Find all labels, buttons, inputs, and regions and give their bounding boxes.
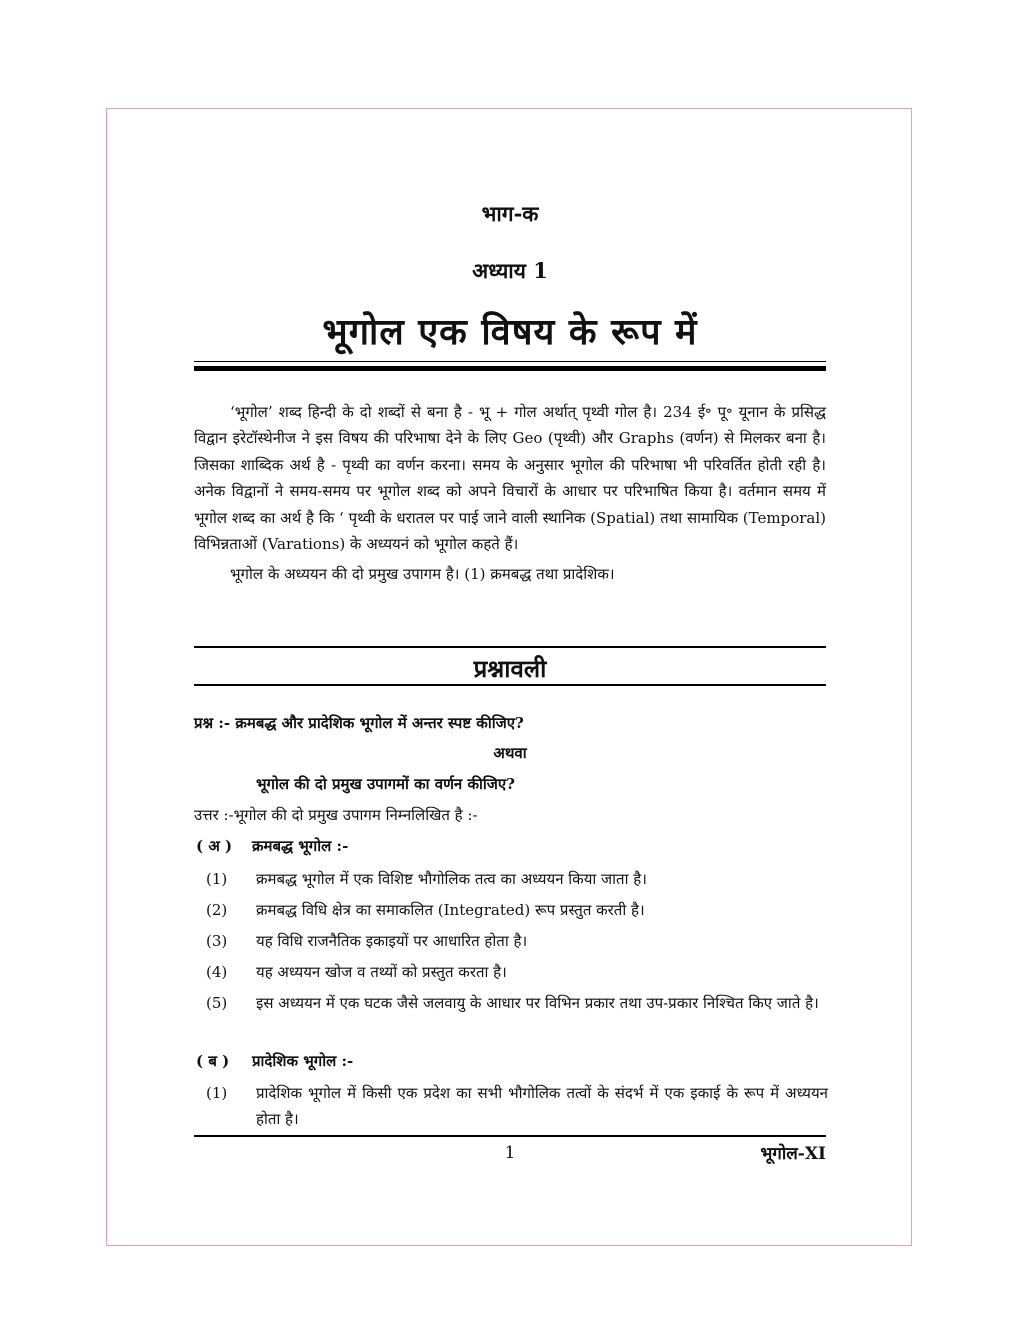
exercise-bottom-rule <box>194 684 826 686</box>
list-item <box>196 866 828 892</box>
list-item-number: (3) <box>206 932 228 950</box>
footer-rule <box>194 1135 826 1137</box>
or-label: अथवा <box>493 744 527 762</box>
section-b-heading <box>196 1048 353 1074</box>
intro-paragraph-approaches: भूगोल के अध्ययन की दो प्रमुख उपागम है। (1) क्रमबद्ध तथा प्रादेशिक। <box>230 565 615 584</box>
section-a-marker: ( अ ) <box>196 837 233 855</box>
chapter-title: भूगोल एक विषय के रूप में <box>322 311 698 353</box>
answer-intro: उत्तर :-भूगोल की दो प्रमुख उपागम निम्नलिखित है :- <box>194 806 478 824</box>
chapter-label: अध्याय 1 <box>472 258 548 283</box>
list-item <box>196 990 828 1042</box>
list-item-text: प्रादेशिक भूगोल में किसी एक प्रदेश का सभी भौगोलिक तत्वों के संदर्भ में एक इकाई के रूप में अध्ययन होता है। <box>256 1084 828 1128</box>
list-item <box>196 928 828 954</box>
list-item-text: इस अध्ययन में एक घटक जैसे जलवायु के आधार पर विभिन प्रकार तथा उप-प्रकार निश्चित किए जाते है। <box>256 994 819 1012</box>
list-item-number: (5) <box>206 994 228 1012</box>
exercise-heading: प्रश्नावली <box>473 654 547 683</box>
book-label: भूगोल-XI <box>760 1144 826 1164</box>
list-item <box>196 959 828 985</box>
title-divider-thick <box>194 366 826 371</box>
list-item-text: क्रमबद्ध भूगोल में एक विशिष्ट भौगोलिक तत्व का अध्ययन किया जाता है। <box>256 870 647 888</box>
list-item-number: (2) <box>206 901 228 919</box>
question-text: प्रश्न :- क्रमबद्ध और प्रादेशिक भूगोल में अन्तर स्पष्ट कीजिए? <box>194 714 524 732</box>
list-item <box>196 1080 828 1132</box>
list-item-number: (1) <box>206 1084 228 1102</box>
list-item-text: क्रमबद्ध विधि क्षेत्र का समाकलित (Integrated) रूप प्रस्तुत करती है। <box>256 901 645 919</box>
section-b-marker: ( ब ) <box>196 1052 230 1070</box>
list-item <box>196 897 828 923</box>
alternate-question: भूगोल की दो प्रमुख उपागमों का वर्णन कीजिए? <box>256 775 515 793</box>
section-a-label: क्रमबद्ध भूगोल :- <box>252 837 349 855</box>
section-b-label: प्रादेशिक भूगोल :- <box>252 1052 354 1070</box>
title-divider-thin <box>194 361 826 362</box>
list-item-number: (1) <box>206 870 228 888</box>
part-label: भाग-क <box>481 201 539 226</box>
intro-paragraph: ‘भूगोल’ शब्द हिन्दी के दो शब्दों से बना है - भू + गोल अर्थात् पृथ्वी गोल है। 234 ई॰ पू॰ यूनान के प्रसिद्ध विद्वान इरेटॉस्थेनीज ने इस विषय की परिभाषा देने के लिए Geo (पृथ्वी) और Graphs (वर्णन) से मिलकर बना है। जिसका शाब्दिक अर्थ है - पृथ्वी का वर्णन करना। समय के अनुसार भूगोल की परिभाषा भी परिवर्तित होती रही है। अनेक विद्वानों ने समय-समय पर भूगोल शब्द को अपने विचारों के आधार पर परिभाषित किया है। वर्तमान समय में भूगोल शब्द का अर्थ है कि ‘ पृथ्वी के धरातल पर पाई जाने वाली स्थानिक (Spatial) तथा सामायिक (Temporal) विभिन्नताओं (Varations) के अध्ययनं को भूगोल कहते हैं। <box>194 403 826 554</box>
intro-section <box>194 399 826 587</box>
section-a-heading <box>196 833 348 859</box>
list-item-text: यह विधि राजनैतिक इकाइयों पर आधारित होता है। <box>256 932 528 950</box>
list-item-number: (4) <box>206 963 228 981</box>
exercise-top-rule <box>194 646 826 648</box>
page-number: 1 <box>504 1143 516 1163</box>
list-item-text: यह अध्ययन खोज व तथ्यों को प्रस्तुत करता है। <box>256 963 507 981</box>
